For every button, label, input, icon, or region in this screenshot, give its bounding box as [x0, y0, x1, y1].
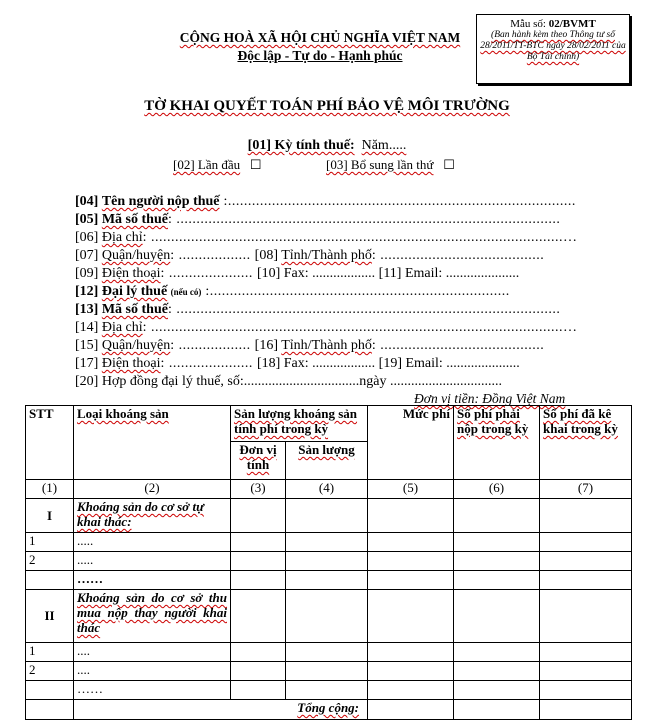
agent-phone-input[interactable]: : ..................... [160, 356, 257, 371]
table-row: 2 .... [26, 662, 632, 681]
taxpayer-name-input[interactable]: :....................................................................................... [219, 194, 576, 209]
header-mineral-type: Loại khoáng sản [74, 406, 231, 480]
district-input[interactable]: : .................. [170, 248, 255, 263]
table-cell[interactable] [231, 533, 286, 552]
table-cell[interactable] [231, 590, 286, 643]
total-cell[interactable] [540, 700, 632, 720]
col-number: (2) [74, 480, 231, 499]
header-quantity: Sản lượng [286, 442, 368, 480]
col-number: (1) [26, 480, 74, 499]
agent-district-input[interactable]: : .................. [170, 338, 255, 353]
supplement-checkbox[interactable]: ☐ [443, 157, 455, 172]
email-input[interactable]: [11] Email: ..................... [378, 266, 520, 281]
section-row-purchased: II Khoáng sản do cơ sở thu mua nộp thay người khai thác [26, 590, 632, 643]
motto-header: Độc lập - Tự do - Hạnh phúc [237, 48, 403, 63]
table-cell[interactable] [454, 662, 540, 681]
first-time-checkbox[interactable]: ☐ [249, 157, 262, 172]
document-title: TỜ KHAI QUYẾT TOÁN PHÍ BẢO VỆ MÔI TRƯỜNG [144, 98, 510, 114]
table-cell[interactable] [540, 571, 632, 590]
field-district: [07] Quận/huyện: .................. [08] Tỉnh/Thành phố: ......................................... [75, 248, 545, 263]
tax-period [0, 138, 654, 154]
total-row [26, 700, 632, 720]
table-cell[interactable] [231, 662, 286, 681]
col-number: (6) [454, 480, 540, 499]
table-cell[interactable] [286, 552, 368, 571]
table-cell[interactable] [368, 662, 454, 681]
agent-email-input[interactable]: [19] Email: ..................... [378, 356, 520, 371]
field-tax-code: [05] Mã số thuế: ................................................................................................ [75, 212, 561, 227]
field-address: [06] Địa chỉ: .......................................................................................................… [75, 230, 578, 245]
table-cell[interactable] [286, 681, 368, 700]
total-cell[interactable] [454, 700, 540, 720]
table-cell[interactable] [231, 681, 286, 700]
tax-code-input[interactable]: : ................................................................................................ [167, 212, 561, 227]
section-row-self-mined: I Khoáng sản do cơ sở tự khai thác: [26, 499, 632, 533]
fax-input[interactable]: [10] Fax: .................. [256, 266, 376, 281]
table-row: 2 ..... [26, 552, 632, 571]
tax-period-label: [01] Kỳ tính thuế: [247, 138, 355, 153]
field-agent-district: [15] Quận/huyện: .................. [16] Tỉnh/Thành phố: ......................................... [75, 338, 545, 353]
agent-tax-code-input[interactable]: : ................................................................................................ [167, 302, 561, 317]
table-cell[interactable] [286, 571, 368, 590]
nation-header: CỘNG HOÀ XÃ HỘI CHỦ NGHĨA VIỆT NAM [179, 30, 461, 45]
phone-input[interactable]: : ..................... [160, 266, 257, 281]
col-number: (5) [368, 480, 454, 499]
table-cell[interactable] [286, 533, 368, 552]
table-cell[interactable] [454, 499, 540, 533]
table-cell[interactable] [454, 533, 540, 552]
form-legal-note: (Ban hành kèm theo Thông tư số 28/2011/TT-BTC ngày 28/02/2011 của Bộ Tài chính) [480, 30, 626, 62]
form-number-label: Mẫu số: [510, 18, 546, 30]
table-cell[interactable] [454, 552, 540, 571]
table-cell[interactable] [454, 643, 540, 662]
table-row: 1 .... [26, 643, 632, 662]
table-cell[interactable] [368, 533, 454, 552]
total-label: Tổng cộng: [74, 700, 368, 720]
table-cell[interactable] [540, 662, 632, 681]
table-cell[interactable] [231, 571, 286, 590]
header-payable: Số phí phải nộp trong kỳ [454, 406, 540, 480]
table-cell[interactable] [540, 681, 632, 700]
field-agent-phone: [17] Điện thoại: ..................... [18] Fax: .................. [19] Email: ..................... [75, 356, 520, 371]
agent-contract-input[interactable]: [20] Hợp đồng đại lý thuế, số:.................................ngày ................................ [75, 374, 502, 389]
table-cell[interactable] [540, 590, 632, 643]
table-cell[interactable] [231, 552, 286, 571]
col-number: (7) [540, 480, 632, 499]
table-cell[interactable] [368, 643, 454, 662]
province-input[interactable]: : ......................................... [371, 248, 545, 263]
tax-period-value: Năm..... [361, 138, 407, 153]
form-number: 02/BVMT [548, 18, 596, 30]
table-cell[interactable] [540, 643, 632, 662]
header-unit: Đơn vị tính [231, 442, 286, 480]
table-cell[interactable] [454, 571, 540, 590]
table-cell[interactable] [540, 552, 632, 571]
table-cell[interactable] [368, 571, 454, 590]
header-output-group: Sản lượng khoáng sản tính phí trong kỳ [231, 406, 368, 442]
col-number: (4) [286, 480, 368, 499]
table-row: …… [26, 681, 632, 700]
header-stt: STT [26, 406, 74, 480]
fee-settlement-table [25, 405, 632, 720]
tax-agent-input[interactable]: :........................................................................... [201, 284, 510, 299]
table-cell[interactable] [540, 533, 632, 552]
table-cell[interactable] [540, 499, 632, 533]
field-tax-agent: [12] Đại lý thuế (nếu có) :........................................................................... [75, 284, 510, 299]
field-agent-contract [75, 374, 502, 390]
form-number-box [476, 14, 630, 84]
table-cell[interactable] [368, 590, 454, 643]
table-cell[interactable] [286, 643, 368, 662]
table-cell[interactable] [231, 499, 286, 533]
field-agent-address: [14] Địa chỉ: .......................................................................................................… [75, 320, 578, 335]
agent-province-input[interactable]: : ......................................... [371, 338, 545, 353]
table-cell[interactable] [286, 662, 368, 681]
agent-fax-input[interactable]: [18] Fax: .................. [256, 356, 376, 371]
field-agent-tax-code: [13] Mã số thuế: ................................................................................................ [75, 302, 561, 317]
total-cell[interactable] [368, 700, 454, 720]
table-cell[interactable] [368, 552, 454, 571]
agent-address-input[interactable]: : .......................................................................................................… [142, 320, 578, 335]
table-cell[interactable] [454, 590, 540, 643]
table-row: …… [26, 571, 632, 590]
table-cell[interactable] [454, 681, 540, 700]
table-cell[interactable] [368, 681, 454, 700]
currency-unit: Đơn vị tiền: Đồng Việt Nam [414, 391, 566, 406]
table-row: 1 ..... [26, 533, 632, 552]
address-input[interactable]: : .......................................................................................................… [142, 230, 578, 245]
supplement-option[interactable]: [03] Bổ sung lần thứ ☐ [326, 157, 455, 172]
field-taxpayer-name: [04] Tên người nộp thuế :....................................................................................... [75, 194, 576, 209]
header-rate: Mức phí [368, 406, 454, 480]
col-number: (3) [231, 480, 286, 499]
table-cell[interactable] [286, 499, 368, 533]
table-cell[interactable] [286, 590, 368, 643]
header-declared: Số phí đã kê khai trong kỳ [540, 406, 632, 480]
table-cell[interactable] [368, 499, 454, 533]
first-time-option[interactable]: [02] Lần đầu ☐ [173, 157, 262, 172]
table-cell[interactable] [231, 643, 286, 662]
field-phone: [09] Điện thoại: ..................... [10] Fax: .................. [11] Email: ..................... [75, 266, 520, 281]
